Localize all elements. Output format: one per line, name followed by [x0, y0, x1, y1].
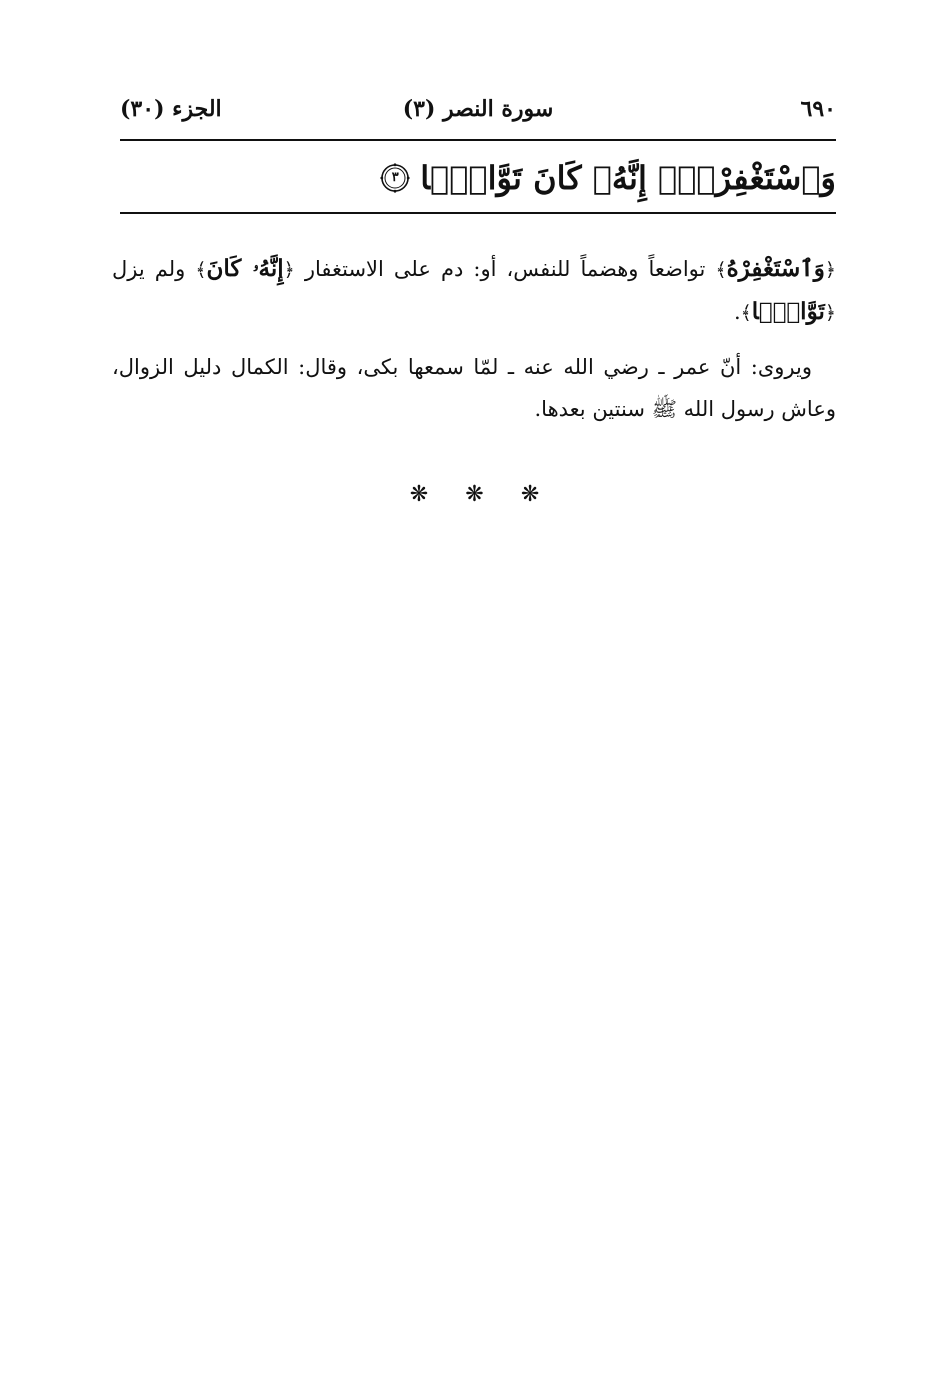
quran-quote: تَوَّابًۢا	[751, 298, 825, 325]
surah-title: سورة النصر (٣)	[402, 96, 554, 122]
verse-rule	[120, 212, 836, 214]
quran-verse: وَٱسْتَغْفِرْهُۚ إِنَّهُۥ كَانَ تَوَّابًۢا	[420, 159, 836, 197]
quran-bracket-close: ﴾	[715, 259, 727, 281]
commentary	[112, 248, 836, 442]
commentary-text: .	[733, 300, 741, 324]
page-number: ٦٩٠	[800, 96, 836, 122]
star-icon: ❋	[520, 482, 540, 507]
running-header	[120, 88, 836, 132]
commentary-text: ولم يزل	[112, 257, 196, 281]
commentary-paragraph	[112, 248, 836, 334]
header-rule	[120, 139, 836, 141]
star-icon: ❋	[409, 482, 429, 507]
commentary-text: تواضعاً وهضماً للنفس، أو: دم على الاستغفار	[294, 257, 716, 281]
quran-bracket-open: ﴿	[824, 302, 836, 324]
salawat-symbol: ﷺ	[651, 397, 677, 421]
quran-quote: إِنَّهُۥ كَانَ	[206, 255, 284, 282]
quran-bracket-close: ﴾	[740, 302, 752, 324]
star-icon: ❋	[465, 482, 484, 507]
commentary-text: ويروى: أنّ عمر ـ رضي الله عنه ـ لمّا سمعها بكى، وقال: الكمال دليل الزوال، وعاش رسول الله	[112, 355, 836, 421]
quran-bracket-close: ﴾	[195, 259, 207, 281]
juz-label: الجزء (٣٠)	[120, 96, 222, 122]
commentary-paragraph	[112, 346, 836, 430]
verse-line	[380, 150, 836, 206]
ayah-number: ٣	[391, 170, 399, 185]
commentary-text: سنتين بعدها.	[534, 397, 652, 421]
quran-bracket-open: ﴿	[824, 259, 836, 281]
quran-bracket-open: ﴿	[283, 259, 295, 281]
ayah-marker-icon	[380, 163, 410, 193]
quran-quote: وَٱسْتَغْفِرْهُ	[726, 255, 825, 282]
section-separator	[0, 482, 949, 522]
